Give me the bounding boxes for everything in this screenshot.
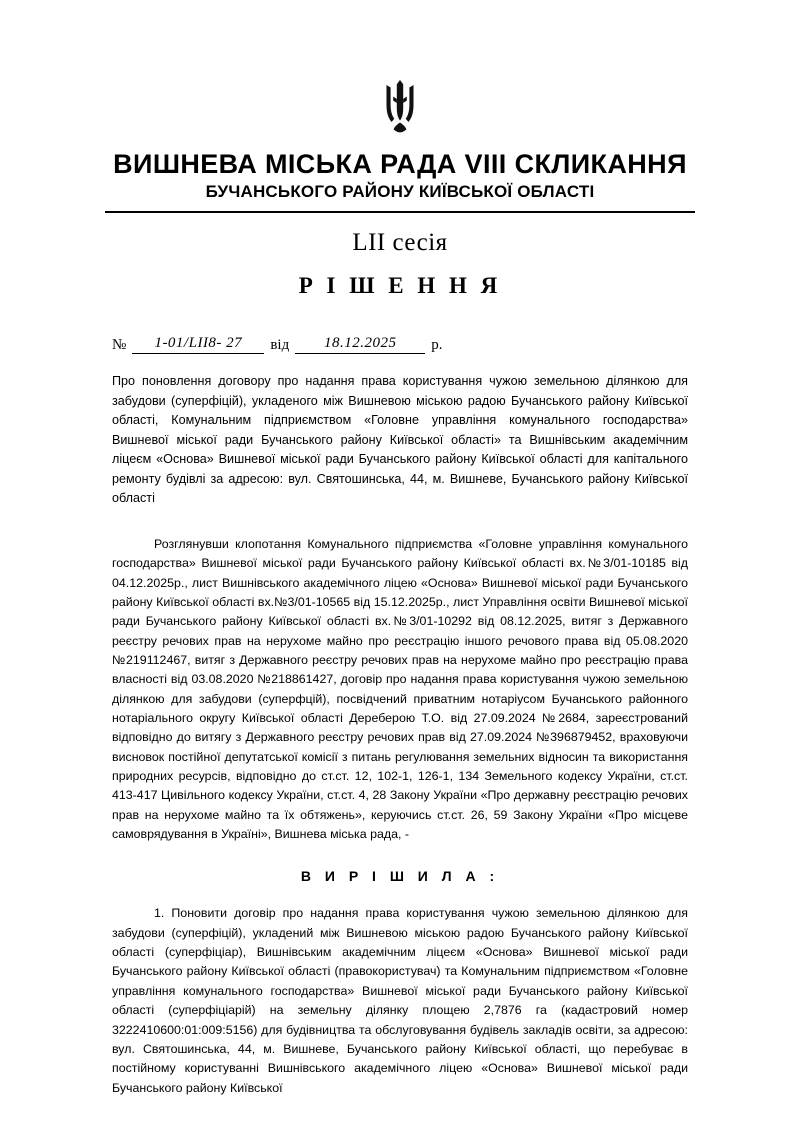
emblem-container <box>0 0 800 134</box>
document-date-value: 18.12.2025 <box>295 335 425 354</box>
session-label: LII сесія <box>352 229 448 257</box>
preamble-text: Про поновлення договору про надання права користування чужою земельною ділянкою для забудови (суперфіцій), укладеного між Вишневою міською радою Бучанського району Київської області, Комунальним підприємством «Головне управління комунального господарства» Вишневої міської ради Бучанського району Київської області» та Вишнівським академічним ліцеєм «Основа» Вишневої міської ради Бучанського району Київської області для капітального ремонту будівлі за адресою: вул. Святошинська, 44, м. Вишневе, Бучанського району Київської області <box>112 374 688 506</box>
resolved-heading: В И Р І Ш И Л А : <box>300 868 500 885</box>
header-divider <box>105 211 695 213</box>
document-header <box>0 150 800 213</box>
number-symbol: № <box>112 337 127 354</box>
ukraine-trident-emblem <box>380 78 420 134</box>
clause-1-paragraph: 1. Поновити договір про надання права користування чужою земельною ділянкою для забудови (суперфіцій), укладений між Вишневою міською радою Бучанського району Київської області (суперфіціар), Вишнівським академічним ліцеєм «Основа» Вишневої міської ради Бучанського району Київської області (правокористувач) та Комунальним підприємством «Головне управління комунального господарства» Вишневої міської ради Бучанського району Київської області (суперфіціарій) на земельну ділянку площею 2,7876 га (кадастровий номер 3222410600:01:009:5156) для будівництва та обслуговування будівель закладів освіти, за адресою: вул. Святошинська, 44, м. Вишневе, Бучанського району Київської області, що перебуває в постійному користуванні Вишнівського академічного ліцею «Основа» Вишневої міської ради Бучанського району Київської <box>112 906 688 1095</box>
date-suffix: р. <box>431 337 443 354</box>
clause-1 <box>112 904 688 1097</box>
page-subtitle: БУЧАНСЬКОГО РАЙОНУ КИЇВСЬКОЇ ОБЛАСТІ <box>205 182 595 202</box>
body-section <box>112 535 688 845</box>
date-label: від <box>270 337 290 354</box>
page-title: ВИШНЕВА МІСЬКА РАДА VIII СКЛИКАННЯ <box>113 149 687 179</box>
body-paragraph: Розглянувши клопотання Комунального підприємства «Головне управління комунального господарства» Вишневої міської ради Бучанського району Київської області вх.№3/01-10185 від 04.12.2025р., лист Вишнівського академічного ліцею «Основа» Вишневої міської ради Бучанського району Київської області вх.№3/01-10565 від 15.12.2025р., лист Управління освіти Вишневої міської ради Бучанського району Київської області вх.№3/01-10292 від 08.12.2025, витяг з Державного реєстру речових прав на нерухоме майно про реєстрацію іншого речового права від 05.08.2020 №219112467, витяг з Державного реєстру речових прав на нерухоме майно про реєстрацію права власності від 03.08.2020 №218861427, договір про надання права користування чужою земельною ділянкою для забудови (суперфцій), посвідчений приватним нотаріусом Бучанського районного нотаріального округу Київської області Дереберою Т.О. від 27.09.2024 №2684, зареєстрований відповідно до витягу з Державного реєстру речових прав від 27.09.2024 №396879452, враховуючи висновок постійної депутатської комісії з питань регулювання земельних відносин та використання природних ресурсів, відповідно до ст.ст. 12, 102-1, 126-1, 134 Земельного кодексу України, ст.ст. 413-417 Цивільного кодексу України, ст.ст. 4, 28 Закону України «Про державну реєстрацію речових прав на нерухоме майно та їх обтяжень», керуючись ст.ст. 26, 59 Закону України «Про місцеве самоврядування в Україні», Вишнева міська рада, - <box>112 536 688 842</box>
number-line <box>0 335 800 354</box>
document-number-value: 1-01/LII8- 27 <box>132 335 264 354</box>
decision-heading: Р І Ш Е Н Н Я <box>298 273 502 299</box>
